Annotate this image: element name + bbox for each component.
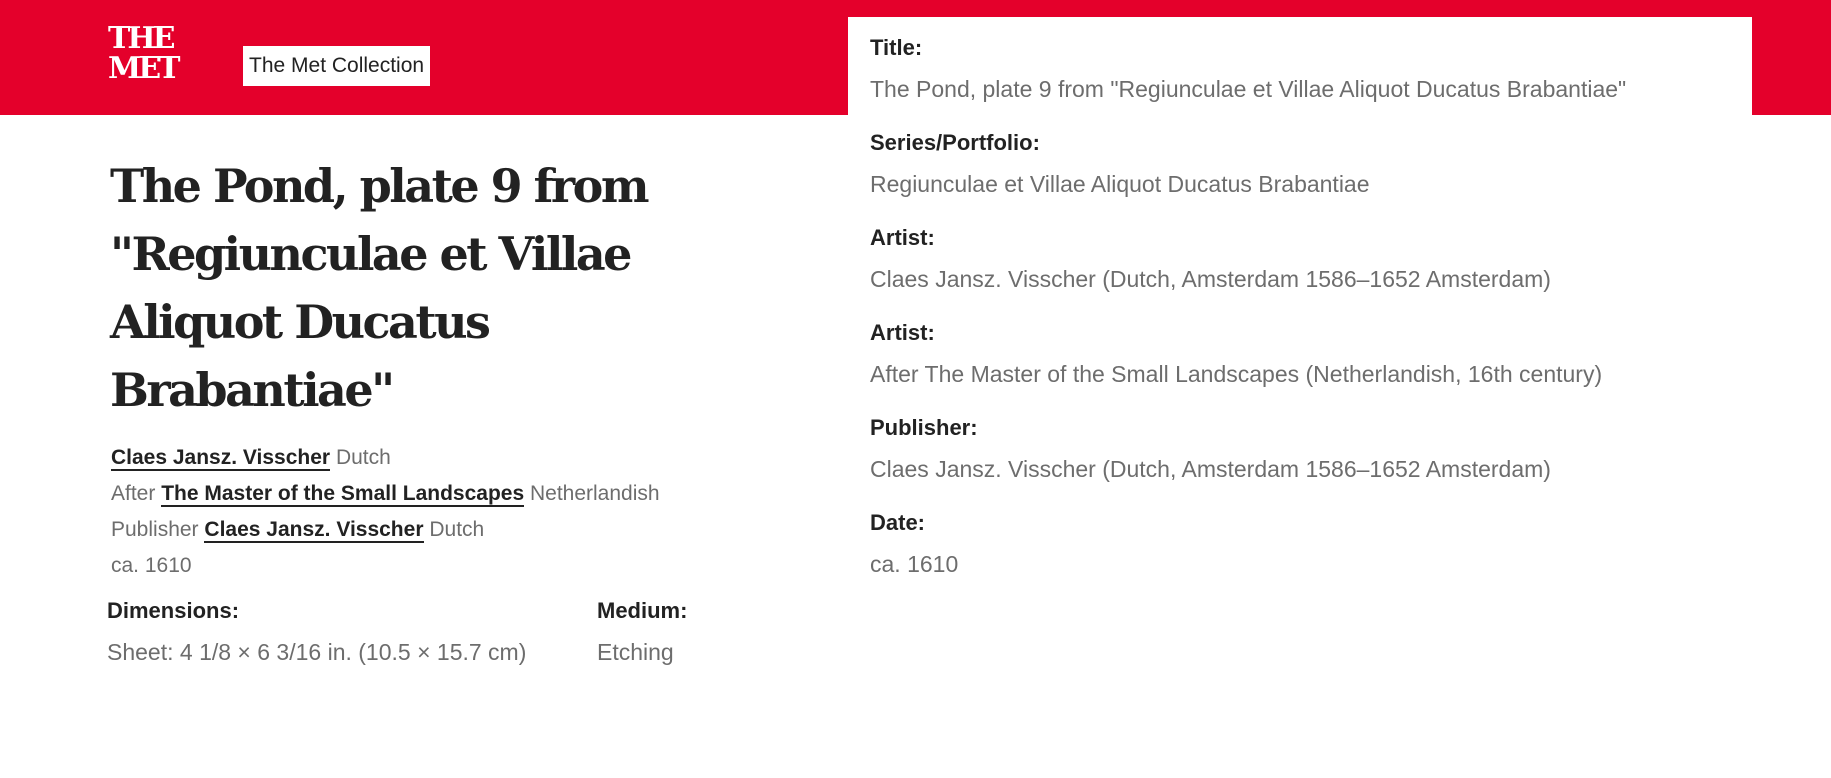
detail-value: The Pond, plate 9 from "Regiunculae et Villae Aliquot Ducatus Brabantiae" (870, 76, 1627, 102)
detail-label: Date: (870, 510, 926, 535)
dimensions-block (107, 596, 526, 670)
creator-nationality: Netherlandish (529, 482, 660, 505)
detail-value: After The Master of the Small Landscapes (Netherlandish, 16th century) (870, 361, 1603, 387)
logo-line-2: MET (108, 51, 178, 86)
object-details-panel (848, 17, 1752, 717)
detail-value: Claes Jansz. Visscher (Dutch, Amsterdam 1586–1652 Amsterdam) (870, 456, 1551, 482)
logo-line-1: THE (108, 21, 173, 56)
detail-label: Series/Portfolio: (870, 130, 1040, 155)
creator-list (111, 440, 811, 584)
detail-series (870, 128, 1730, 205)
creator-role: Publisher (111, 518, 199, 541)
artist-link[interactable]: The Master of the Small Landscapes (161, 482, 525, 505)
creator-line (111, 512, 811, 548)
creator-line (111, 476, 811, 512)
detail-value: Claes Jansz. Visscher (Dutch, Amsterdam 1586–1652 Amsterdam) (870, 266, 1551, 292)
artist-link[interactable]: Claes Jansz. Visscher (111, 446, 331, 469)
detail-label: Title: (870, 35, 923, 60)
detail-value: Regiunculae et Villae Aliquot Ducatus Brabantiae (870, 171, 1370, 197)
detail-value: ca. 1610 (870, 551, 959, 577)
detail-artist (870, 223, 1730, 300)
detail-title (870, 33, 1730, 110)
medium-label: Medium: (597, 598, 688, 623)
creator-role: After (111, 482, 156, 505)
publisher-link[interactable]: Claes Jansz. Visscher (204, 518, 424, 541)
detail-label: Artist: (870, 225, 935, 250)
detail-artist-after (870, 318, 1730, 395)
artwork-date: ca. 1610 (111, 554, 192, 577)
detail-label: Artist: (870, 320, 935, 345)
met-logo[interactable] (108, 21, 178, 86)
creator-nationality: Dutch (335, 446, 391, 469)
met-collection-link[interactable]: The Met Collection (243, 46, 430, 86)
medium-value: Etching (597, 639, 674, 665)
detail-label: Publisher: (870, 415, 978, 440)
detail-publisher (870, 413, 1730, 490)
detail-date (870, 508, 1730, 585)
medium-block (597, 596, 687, 670)
dimensions-value: Sheet: 4 1/8 × 6 3/16 in. (10.5 × 15.7 cm) (107, 639, 527, 665)
page-title: The Pond, plate 9 from "Regiunculae et Villae Aliquot Ducatus Brabantiae" (110, 159, 648, 417)
dimensions-label: Dimensions: (107, 598, 240, 623)
creator-nationality: Dutch (429, 518, 485, 541)
creator-line (111, 440, 811, 476)
